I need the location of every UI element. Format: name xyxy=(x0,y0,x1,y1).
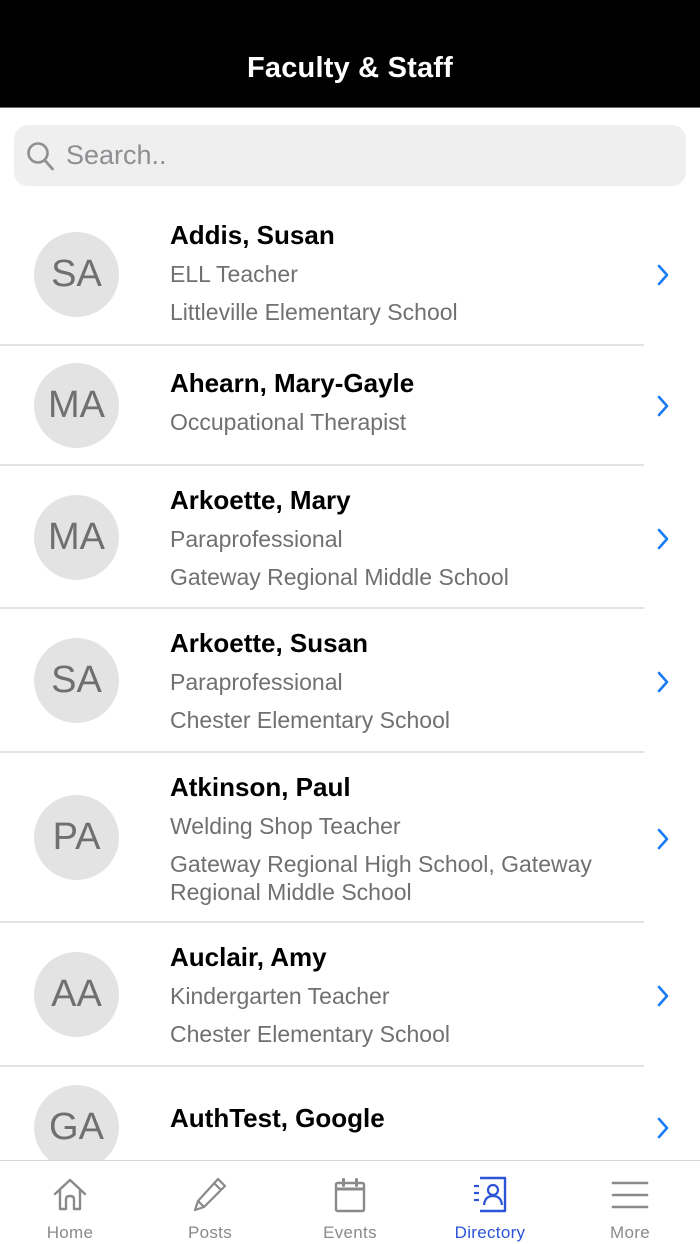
staff-name: Atkinson, Paul xyxy=(170,772,351,802)
directory-icon xyxy=(470,1175,510,1215)
menu-icon xyxy=(610,1175,650,1215)
tab-label: Events xyxy=(323,1223,377,1242)
search-bar[interactable] xyxy=(14,125,686,186)
tab-label: Directory xyxy=(454,1223,526,1242)
chevron-right-icon xyxy=(654,984,672,1008)
tab-events[interactable] xyxy=(280,1161,420,1244)
tab-posts[interactable] xyxy=(140,1161,280,1244)
staff-row[interactable] xyxy=(0,609,700,753)
staff-title: ELL Teacher xyxy=(170,261,298,287)
staff-name: Ahearn, Mary-Gayle xyxy=(170,368,415,398)
chevron-right-icon xyxy=(654,394,672,418)
staff-row[interactable] xyxy=(0,346,700,466)
avatar: MA xyxy=(34,363,119,448)
avatar: MA xyxy=(34,495,119,580)
tab-label: Home xyxy=(46,1223,94,1242)
staff-row[interactable] xyxy=(0,466,700,609)
chevron-right-icon xyxy=(654,1116,672,1140)
staff-title: Occupational Therapist xyxy=(170,409,407,435)
staff-name: AuthTest, Google xyxy=(170,1103,385,1133)
staff-name: Auclair, Amy xyxy=(170,942,327,972)
pencil-icon xyxy=(190,1175,230,1215)
tab-bar xyxy=(0,1160,700,1244)
tab-more[interactable] xyxy=(560,1161,700,1244)
avatar: SA xyxy=(34,232,119,317)
search-icon xyxy=(26,140,56,172)
avatar: PA xyxy=(34,795,119,880)
staff-title: Paraprofessional xyxy=(170,526,343,552)
staff-name: Arkoette, Mary xyxy=(170,485,351,515)
chevron-right-icon xyxy=(654,827,672,851)
staff-school: Gateway Regional High School, Gateway Regional Middle School xyxy=(170,851,592,905)
staff-school: Chester Elementary School xyxy=(170,1021,450,1047)
nav-header xyxy=(0,0,700,108)
chevron-right-icon xyxy=(654,670,672,694)
avatar: GA xyxy=(34,1085,119,1160)
calendar-icon xyxy=(330,1175,370,1215)
page-title: Faculty & Staff xyxy=(246,52,454,84)
staff-row[interactable] xyxy=(0,200,700,346)
staff-name: Arkoette, Susan xyxy=(170,628,368,658)
avatar: SA xyxy=(34,638,119,723)
tab-label: Posts xyxy=(187,1223,233,1242)
chevron-right-icon xyxy=(654,263,672,287)
home-icon xyxy=(50,1175,90,1215)
staff-school: Littleville Elementary School xyxy=(170,299,458,325)
staff-row[interactable] xyxy=(0,753,700,923)
staff-name: Addis, Susan xyxy=(170,220,335,250)
staff-title: Kindergarten Teacher xyxy=(170,983,390,1009)
chevron-right-icon xyxy=(654,527,672,551)
tab-directory[interactable] xyxy=(420,1161,560,1244)
avatar: AA xyxy=(34,952,119,1037)
staff-row[interactable] xyxy=(0,923,700,1067)
staff-title: Welding Shop Teacher xyxy=(170,813,401,839)
staff-school: Gateway Regional Middle School xyxy=(170,564,509,590)
tab-label: More xyxy=(610,1223,650,1242)
staff-title: Paraprofessional xyxy=(170,669,343,695)
search-input[interactable] xyxy=(66,140,646,171)
staff-school: Chester Elementary School xyxy=(170,707,450,733)
staff-list[interactable] xyxy=(0,200,700,1160)
staff-row[interactable] xyxy=(0,1067,700,1160)
tab-home[interactable] xyxy=(0,1161,140,1244)
